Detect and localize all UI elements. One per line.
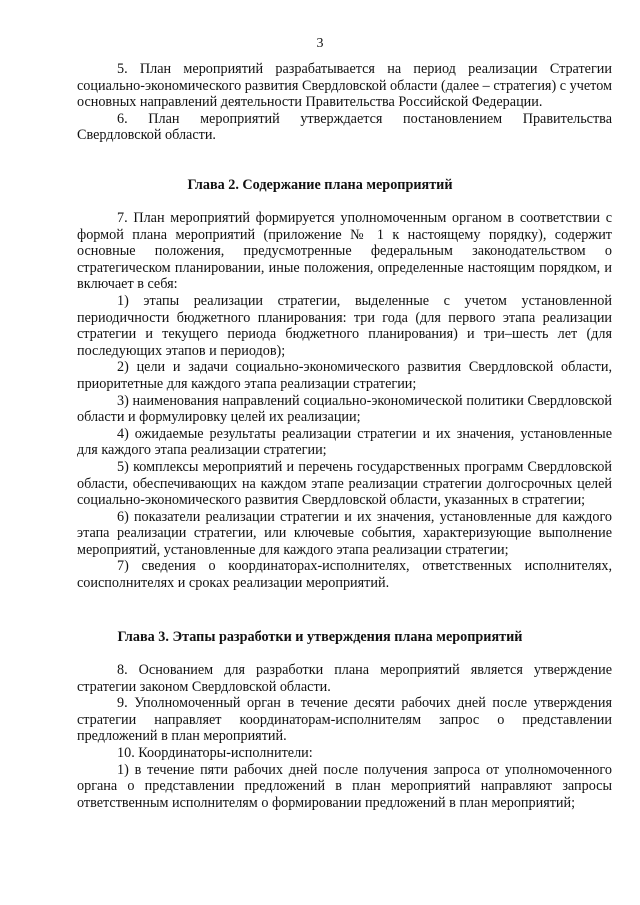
list-item-2: 2) цели и задачи социально-экономического развития Свердловской области, приоритетные для каждого этапа реализации стратегии; — [77, 359, 612, 392]
list-item-4: 4) ожидаемые результаты реализации стратегии и их значения, установленные для каждого этапа реализации стратегии; — [77, 425, 612, 459]
list-item-1: 1) этапы реализации стратегии, выделенные с учетом установленной периодичности бюджетного планирования: три года (для первого этапа реализации стратегии и текущего периода бюджетного планирования) и три–шесть лет (для последующих этапов и периодов); — [77, 292, 612, 359]
chapter-3-heading: Глава 3. Этапы разработки и утверждения плана мероприятий — [117, 629, 523, 645]
chapter-2-body — [77, 210, 612, 592]
paragraph-8: 8. Основанием для разработки плана мероприятий является утверждение стратегии законом Свердловской области. — [77, 662, 612, 695]
paragraph-10-item-1: 1) в течение пяти рабочих дней после получения запроса от уполномоченного органа о представлении предложений в план мероприятий направляют запросы ответственным исполнителям о формировании предложений в план мероприятий; — [77, 761, 612, 811]
paragraph-7: 7. План мероприятий формируется уполномоченным органом в соответствии с формой плана мероприятий (приложение № 1 к настоящему порядку), содержит основные положения, предусмотренные федеральным законодательством о стратегическом планировании, иные положения, определенные настоящим порядком, и включает в себя: — [77, 210, 612, 293]
paragraph-9: 9. Уполномоченный орган в течение десяти рабочих дней после утверждения стратегии направляет координаторам-исполнителям запрос о представлении предложений в план мероприятий. — [77, 695, 612, 745]
intro-section — [77, 61, 612, 144]
paragraph-10: 10. Координаторы-исполнители: — [117, 744, 313, 761]
list-item-3: 3) наименования направлений социально-экономической политики Свердловской области и формулировку целей их реализации; — [77, 392, 612, 426]
list-item-5: 5) комплексы мероприятий и перечень государственных программ Свердловской области, обеспечивающих на каждом этапе реализации стратегии долгосрочных целей социально-экономического развития Свердловской области, указанных в стратегии; — [77, 458, 612, 509]
chapter-3-body — [77, 662, 612, 811]
page-number: 3 — [316, 36, 324, 51]
list-item-6: 6) показатели реализации стратегии и их значения, установленные для каждого этапа реализации стратегии, или ключевые события, характеризующие выполнение мероприятий, установленные для каждого этапа реализации стратегии; — [77, 508, 612, 558]
paragraph-6: 6. План мероприятий утверждается постановлением Правительства Свердловской области. — [77, 110, 612, 144]
paragraph-5: 5. План мероприятий разрабатывается на период реализации Стратегии социально-экономического развития Свердловской области (далее – стратегия) с учетом основных направлений деятельности Правительства Российской Федерации. — [77, 61, 612, 111]
list-item-7: 7) сведения о координаторах-исполнителях, ответственных исполнителях, соисполнителях и сроках реализации мероприятий. — [77, 558, 612, 592]
chapter-2-heading: Глава 2. Содержание плана мероприятий — [187, 177, 453, 193]
